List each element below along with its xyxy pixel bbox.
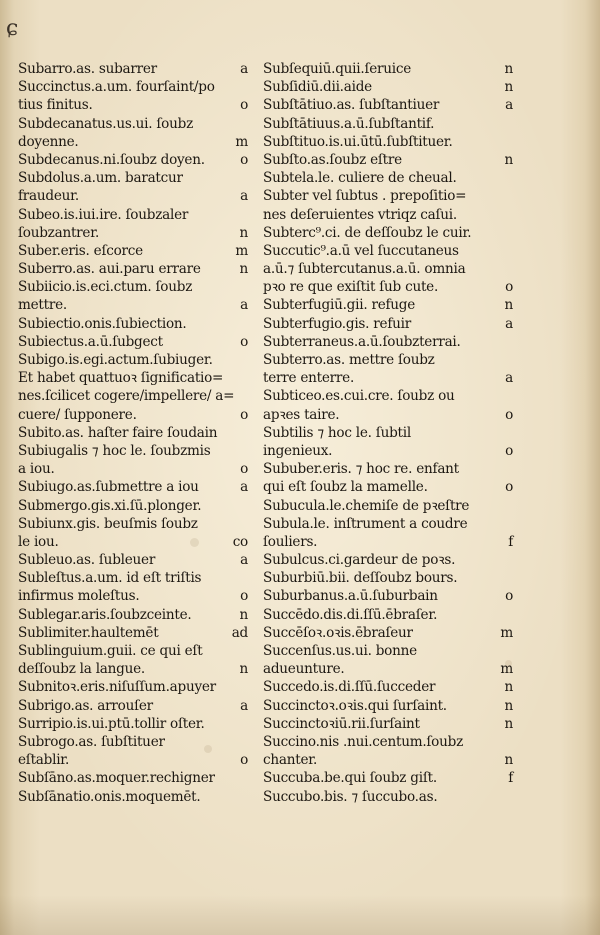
entry-text: Succenſus.us.ui. bonne xyxy=(263,643,417,659)
entry-text: Subſtātiuo.as. ſubſtantiuer xyxy=(263,97,440,114)
dictionary-line xyxy=(263,351,513,369)
entry-text: Suberro.as. aui.paru errare xyxy=(18,261,201,278)
dictionary-line xyxy=(18,296,248,314)
entry-text: a.ū.⁊ ſubtercutanus.a.ū. omnia xyxy=(263,261,466,278)
dictionary-line xyxy=(263,533,513,551)
dictionary-line xyxy=(263,133,513,151)
entry-text: Subnitoꝛ.eris.niſuſſum.apuyer xyxy=(18,679,216,696)
entry-text: qui eſt ſoubz la mamelle. xyxy=(263,479,428,496)
entry-text: Subſequiū.quii.ſeruice xyxy=(263,61,412,77)
margin-mark: o xyxy=(240,333,248,350)
dictionary-line xyxy=(18,242,248,260)
margin-mark: n xyxy=(504,297,513,314)
dictionary-line xyxy=(263,660,513,678)
entry-text: Subiunx.gis. beuſmis ſoubz xyxy=(18,515,198,532)
dictionary-line xyxy=(263,387,513,405)
dictionary-line xyxy=(263,460,513,478)
entry-text: Subleuo.as. ſubleuer xyxy=(18,552,156,569)
dictionary-line xyxy=(18,151,248,169)
entry-text: Suburbiū.bii. deſſoubz bours. xyxy=(263,570,458,587)
entry-text: Succedo.is.di.ſſū.ſucceder xyxy=(263,679,436,696)
entry-text: Subiicio.is.eci.ctum. ſoubz xyxy=(18,279,193,296)
dictionary-line xyxy=(263,78,513,96)
margin-mark: a xyxy=(505,370,513,387)
margin-mark: n xyxy=(239,224,248,241)
entry-text: doyenne. xyxy=(18,133,79,150)
entry-text: Succubo.bis. ⁊ ſuccubo.as. xyxy=(263,788,438,805)
entry-text: adueunture. xyxy=(263,661,345,678)
entry-text: Subdolus.a.um. baratcur xyxy=(18,170,183,187)
entry-text: Succino.nis .nui.centum.ſoubz xyxy=(263,733,463,750)
dictionary-line xyxy=(263,333,513,351)
entry-text: Subiectus.a.ū.ſubgect xyxy=(18,333,163,350)
dictionary-line xyxy=(18,315,248,333)
entry-text: apꝛes taire. xyxy=(263,406,340,423)
entry-text: Subiugo.as.ſubmettre a iou xyxy=(18,479,199,496)
dictionary-line xyxy=(263,442,513,460)
entry-text: Subdecanus.ni.ſoubz doyen. xyxy=(18,151,205,168)
entry-text: fraudeur. xyxy=(18,188,79,205)
margin-mark: n xyxy=(504,151,513,168)
margin-mark: a xyxy=(505,97,513,114)
entry-text: Subterfugiū.gii. refuge xyxy=(263,297,416,314)
entry-text: Et habet quattuoꝛ ſignificatio= xyxy=(18,370,224,387)
margin-mark: n xyxy=(504,679,513,696)
dictionary-line xyxy=(263,769,513,787)
dictionary-line xyxy=(18,206,248,224)
dictionary-line xyxy=(263,751,513,769)
entry-text: chanter. xyxy=(263,752,318,769)
entry-text: Subucula.le.chemiſe de pꝛeſtre xyxy=(263,497,470,514)
dictionary-line xyxy=(263,424,513,442)
dictionary-line xyxy=(18,788,248,806)
dictionary-line xyxy=(263,478,513,496)
dictionary-line xyxy=(18,260,248,278)
dictionary-line xyxy=(263,715,513,733)
entry-text: le iou. xyxy=(18,533,59,550)
entry-text: Subulcus.ci.gardeur de poꝛs. xyxy=(263,552,456,569)
margin-mark: n xyxy=(504,697,513,714)
dictionary-line xyxy=(263,278,513,296)
dictionary-line xyxy=(18,333,248,351)
entry-text: Subticeo.es.cui.cre. ſoubz ou xyxy=(263,388,455,405)
margin-mark: m xyxy=(235,133,248,150)
margin-mark: n xyxy=(504,61,513,77)
dictionary-line xyxy=(263,606,513,624)
margin-mark: n xyxy=(239,661,248,678)
margin-mark: m xyxy=(500,661,513,678)
dictionary-line xyxy=(18,78,248,96)
entry-text: nes deſeruientes vtriqz caſui. xyxy=(263,206,457,223)
dictionary-line xyxy=(18,533,248,551)
dictionary-line xyxy=(18,442,248,460)
entry-text: Subtela.le. culiere de cheual. xyxy=(263,170,457,187)
margin-mark: n xyxy=(504,752,513,769)
margin-mark: m xyxy=(500,624,513,641)
entry-text: Subſānatio.onis.moquemēt. xyxy=(18,788,201,805)
margin-mark: a xyxy=(505,315,513,332)
dictionary-line xyxy=(263,551,513,569)
entry-text: nes.ſcilicet cogere/impellere/ a= xyxy=(18,388,235,405)
dictionary-line xyxy=(263,497,513,515)
dictionary-line xyxy=(18,424,248,442)
entry-text: Subterraneus.a.ū.ſoubzterrai. xyxy=(263,333,461,350)
dictionary-line xyxy=(18,351,248,369)
entry-text: tius finitus. xyxy=(18,97,93,114)
margin-mark: o xyxy=(240,151,248,168)
margin-mark: f xyxy=(508,770,513,787)
dictionary-line xyxy=(263,569,513,587)
dictionary-line xyxy=(18,387,248,405)
margin-mark: n xyxy=(504,79,513,96)
dictionary-line xyxy=(18,96,248,114)
dictionary-line xyxy=(18,551,248,569)
entry-text: terre enterre. xyxy=(263,370,355,387)
dictionary-line xyxy=(18,769,248,787)
dictionary-line xyxy=(18,678,248,696)
margin-mark: m xyxy=(235,242,248,259)
entry-text: Subrigo.as. arrouſer xyxy=(18,697,153,714)
dictionary-line xyxy=(18,369,248,387)
entry-text: Sububer.eris. ⁊ hoc re. enfant xyxy=(263,461,459,478)
entry-text: Surripio.is.ui.ptū.tollir oſter. xyxy=(18,715,205,732)
dictionary-line xyxy=(18,133,248,151)
dictionary-line xyxy=(263,96,513,114)
dictionary-line xyxy=(18,460,248,478)
dictionary-line xyxy=(18,187,248,205)
dictionary-line xyxy=(263,296,513,314)
margin-mark: o xyxy=(505,279,513,296)
dictionary-line xyxy=(18,224,248,242)
entry-text: Suburbanus.a.ū.ſuburbain xyxy=(263,588,438,605)
dictionary-line xyxy=(263,315,513,333)
entry-text: Subula.le. inſtrument a coudre xyxy=(263,515,468,532)
dictionary-line xyxy=(18,115,248,133)
margin-mark: a xyxy=(240,479,248,496)
margin-mark: a xyxy=(240,188,248,205)
dictionary-line xyxy=(18,733,248,751)
margin-mark: a xyxy=(240,297,248,314)
margin-mark: n xyxy=(239,606,248,623)
entry-text: Subſāno.as.moquer.rechigner xyxy=(18,770,215,787)
entry-text: eſtablir. xyxy=(18,752,70,769)
entry-text: Sublinguium.guii. ce qui eſt xyxy=(18,643,203,659)
dictionary-line xyxy=(263,678,513,696)
dictionary-line xyxy=(263,206,513,224)
entry-text: Sublimiter.haultemēt xyxy=(18,624,159,641)
entry-text: Subiectio.onis.ſubiection. xyxy=(18,315,187,332)
dictionary-line xyxy=(18,606,248,624)
entry-text: Subterc⁹.ci. de deſſoubz le cuir. xyxy=(263,224,472,241)
entry-text: Subarro.as. subarrer xyxy=(18,61,157,77)
entry-text: Subiugalis ⁊ hoc le. ſoubzmis xyxy=(18,442,211,459)
entry-text: Subdecanatus.us.ui. ſoubz xyxy=(18,115,193,132)
dictionary-line xyxy=(263,587,513,605)
entry-text: ingenieux. xyxy=(263,442,333,459)
margin-mark: o xyxy=(240,752,248,769)
dictionary-line xyxy=(18,751,248,769)
entry-text: Succinctoꝛiū.rii.ſurſaint xyxy=(263,715,420,732)
dictionary-line xyxy=(18,406,248,424)
entry-text: Subſtātiuus.a.ū.ſubſtantif. xyxy=(263,115,435,132)
margin-mark: o xyxy=(505,479,513,496)
margin-mark: n xyxy=(239,261,248,278)
dictionary-line xyxy=(18,497,248,515)
dictionary-line xyxy=(263,115,513,133)
entry-text: Sublegar.aris.ſoubzceinte. xyxy=(18,606,192,623)
dictionary-line xyxy=(18,624,248,642)
entry-text: Suber.eris. eſcorce xyxy=(18,242,143,259)
dictionary-line xyxy=(18,569,248,587)
left-column xyxy=(18,60,248,806)
entry-text: Subterfugio.gis. refuir xyxy=(263,315,411,332)
dictionary-line xyxy=(18,515,248,533)
entry-text: Succēdo.dis.di.ſſū.ēbraſer. xyxy=(263,606,438,623)
entry-text: ſoubzantrer. xyxy=(18,224,100,241)
entry-text: a iou. xyxy=(18,461,55,478)
dictionary-line xyxy=(263,406,513,424)
dictionary-line xyxy=(18,278,248,296)
margin-mark: o xyxy=(240,97,248,114)
entry-text: Subito.as. haſter faire ſoudain xyxy=(18,424,218,441)
margin-mark: a xyxy=(240,697,248,714)
dictionary-line xyxy=(263,697,513,715)
dictionary-line xyxy=(263,369,513,387)
entry-text: Subſtituo.is.ui.ūtū.ſubſtituer. xyxy=(263,133,453,150)
entry-text: Subterro.as. mettre ſoubz xyxy=(263,352,435,368)
dictionary-line xyxy=(18,660,248,678)
entry-text: Subter vel ſubtus . prepoſitio= xyxy=(263,188,467,205)
entry-text: pꝛo re que exiſtit ſub cute. xyxy=(263,279,439,296)
margin-mark: a xyxy=(240,61,248,77)
margin-mark: f xyxy=(508,533,513,550)
dictionary-line xyxy=(263,60,513,78)
margin-mark: ad xyxy=(231,624,248,641)
entry-text: Subſto.as.ſoubz eſtre xyxy=(263,151,402,168)
margin-mark: o xyxy=(240,406,248,423)
margin-mark: o xyxy=(505,442,513,459)
margin-mark: n xyxy=(504,715,513,732)
margin-mark: o xyxy=(505,588,513,605)
dictionary-line xyxy=(263,242,513,260)
dictionary-line xyxy=(18,697,248,715)
dictionary-line xyxy=(263,224,513,242)
entry-text: Subigo.is.egi.actum.ſubiuger. xyxy=(18,352,213,368)
dictionary-line xyxy=(263,733,513,751)
dictionary-line xyxy=(18,478,248,496)
entry-text: cuere/ ſupponere. xyxy=(18,406,137,423)
entry-text: Succinctoꝛ.oꝛis.qui ſurſaint. xyxy=(263,697,447,714)
entry-text: Subrogo.as. ſubſtituer xyxy=(18,733,165,750)
margin-mark: co xyxy=(232,533,248,550)
entry-text: Subtilis ⁊ hoc le. ſubtil xyxy=(263,424,411,441)
entry-text: Subſidiū.dii.aide xyxy=(263,79,372,96)
margin-mark: o xyxy=(505,406,513,423)
corner-glyph: ɕ xyxy=(6,16,19,41)
entry-text: mettre. xyxy=(18,297,67,314)
dictionary-line xyxy=(263,169,513,187)
entry-text: Subeo.is.iui.ire. ſoubzaler xyxy=(18,206,189,223)
entry-text: Subleſtus.a.um. id eſt triſtis xyxy=(18,570,202,587)
right-column xyxy=(263,60,513,806)
dictionary-line xyxy=(263,642,513,660)
dictionary-line xyxy=(263,260,513,278)
dictionary-line xyxy=(263,624,513,642)
dictionary-line xyxy=(18,169,248,187)
dictionary-line xyxy=(263,515,513,533)
entry-text: Succuba.be.qui ſoubz giſt. xyxy=(263,770,437,787)
dictionary-line xyxy=(18,587,248,605)
dictionary-line xyxy=(18,715,248,733)
dictionary-line xyxy=(18,642,248,660)
dictionary-line xyxy=(263,151,513,169)
entry-text: Succutic⁹.a.ū vel ſuccutaneus xyxy=(263,242,459,259)
margin-mark: a xyxy=(240,552,248,569)
margin-mark: o xyxy=(240,461,248,478)
entry-text: ſouliers. xyxy=(263,533,318,550)
dictionary-line xyxy=(18,60,248,78)
entry-text: Submergo.gis.xi.ſū.plonger. xyxy=(18,497,202,514)
dictionary-line xyxy=(263,187,513,205)
entry-text: deſſoubz la langue. xyxy=(18,661,145,678)
entry-text: infirmus moleſtus. xyxy=(18,588,140,605)
dictionary-line xyxy=(263,788,513,806)
entry-text: Succēſoꝛ.oꝛis.ēbraſeur xyxy=(263,624,413,641)
margin-mark: o xyxy=(240,588,248,605)
entry-text: Succinctus.a.um. fourſaint/po xyxy=(18,79,215,96)
